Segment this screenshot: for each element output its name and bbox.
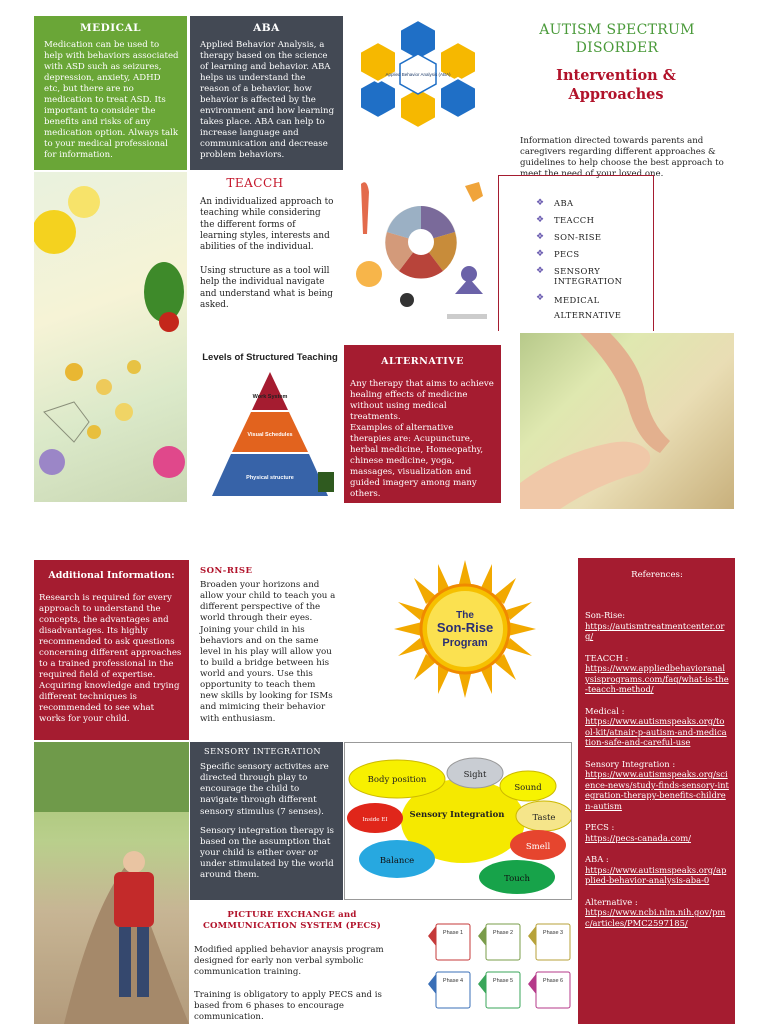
medical-body: Medication can be used to help with behaviors associated with ASD such as seizures, depression, anxiety, ADHD etc, but there are no medication to treat ASD. Its important to consider the benefits and risks of any medication option. Always talk to your medical professional for information. bbox=[44, 40, 179, 160]
pecs-title: PICTURE EXCHANGE and COMMUNICATION SYSTEM (PECS) bbox=[202, 910, 382, 931]
reference-link[interactable]: https://www.autismspeaks.org/applied-behavior-analysis-aba-0 bbox=[585, 864, 727, 885]
additional-info-panel bbox=[34, 560, 189, 740]
pecs-phases-graphic bbox=[424, 922, 576, 1022]
aba-body: Applied Behavior Analysis, a therapy based on the science of learning and behavior. ABA helps us understand the reason of a behavior, how behavior is affected by the environment and how learning takes place. ABA can help to increase language and communication and decrease problem behaviors. bbox=[200, 40, 335, 160]
medical-panel bbox=[34, 16, 187, 170]
node-inside-label: Inside EI bbox=[362, 817, 388, 823]
references-list bbox=[585, 610, 729, 928]
holding-hands-photo bbox=[520, 333, 734, 509]
list-item: ❖ MEDICAL ALTERNATIVE bbox=[536, 293, 666, 323]
aba-hex-diagram bbox=[350, 18, 486, 130]
sensory-center-label: Sensory Integration bbox=[409, 810, 505, 820]
diamond-bullet-icon: ❖ bbox=[536, 215, 545, 225]
alternative-title: ALTERNATIVE bbox=[381, 356, 464, 367]
phase-label: Phase 6 bbox=[542, 978, 564, 984]
pecs-body-1: Modified applied behavior anaysis program designed for early non verbal symbolic communication training. bbox=[194, 945, 384, 977]
structured-teaching-pyramid bbox=[200, 346, 340, 502]
alternative-body: Any therapy that aims to achieve healing effects of medicine without using medical treatments. Examples of alternative therapies are: Acupuncture, herbal medicine, Homeopathy, chinese medicine, yoga, massages, visualization and guided imagery among many others. bbox=[350, 379, 494, 499]
approach-list bbox=[536, 198, 666, 330]
child-walking-photo bbox=[34, 742, 189, 1024]
sensory-title: SENSORY INTEGRATION bbox=[204, 746, 322, 756]
reference-link[interactable]: https://www.appliedbehavioranalysisprograms.com/faq/what-is-the-teacch-method/ bbox=[585, 663, 729, 694]
hex-bottom-left bbox=[360, 78, 396, 118]
reference-item bbox=[585, 897, 729, 929]
reference-link[interactable]: https://www.autismspeaks.org/science-news/study-finds-sensory-integration-therapy-benefits-children-autism bbox=[585, 769, 729, 811]
additional-info-title: Additional Information: bbox=[48, 570, 175, 581]
reference-item bbox=[585, 854, 729, 886]
list-item: ❖ SON-RISE bbox=[536, 232, 602, 242]
alternative-panel bbox=[344, 345, 501, 503]
sensory-body-2: Sensory integration therapy is based on the assumption that your child is either over or under stimulated by the world around them. bbox=[200, 825, 334, 881]
sonrise-logo-line-3: Program bbox=[442, 637, 488, 649]
reference-item bbox=[585, 706, 729, 748]
pyramid-level-top bbox=[252, 372, 288, 410]
phase-label: Phase 2 bbox=[492, 930, 514, 936]
holistic-health-diagram bbox=[347, 174, 495, 324]
sensory-body-1: Specific sensory activites are directed through play to encourage the child to navigate through different sensory stimulus (7 senses). bbox=[200, 762, 329, 817]
teacch-body-1: An individualized approach to teaching while considering the different forms of learning styles, interests and abilities of the individual. bbox=[200, 197, 334, 252]
pecs-body-2: Training is obligatory to apply PECS and is based from 6 phases to encourage communication. bbox=[194, 990, 382, 1022]
references-panel bbox=[578, 558, 735, 1024]
teacch-title: TEACCH bbox=[226, 176, 284, 190]
aba-title: ABA bbox=[253, 22, 280, 34]
reference-link[interactable]: https://autismtreatmentcenter.org/ bbox=[585, 620, 725, 641]
phase-label: Phase 3 bbox=[542, 930, 564, 936]
reference-label: Son-Rise: bbox=[585, 610, 626, 620]
additional-info-body: Research is required for every approach to understand the concepts, the advantages and disadvantages. Its highly recommended to ask questions concerning different approaches to a trained professional in the required field of expertise. Acquiring knowledge and trying different techniques is recommended to see what works for your child. bbox=[39, 593, 182, 724]
medical-title: MEDICAL bbox=[79, 22, 142, 34]
reference-label: TEACCH : bbox=[585, 652, 629, 663]
sensory-panel bbox=[190, 742, 343, 900]
diamond-bullet-icon: ❖ bbox=[536, 232, 545, 242]
list-item: ❖ ABA bbox=[536, 198, 574, 208]
reference-item bbox=[585, 653, 729, 695]
pyramid-label-bottom: Physical structure bbox=[246, 475, 294, 481]
reference-label: Alternative : bbox=[585, 896, 638, 907]
tree-icon bbox=[318, 472, 334, 492]
phase-label: Phase 1 bbox=[442, 930, 464, 936]
reference-item bbox=[585, 759, 729, 812]
reference-link[interactable]: https://www.ncbi.nlm.nih.gov/pmc/articles/PMC2597185/ bbox=[585, 907, 726, 928]
sonrise-logo-line-1: The bbox=[456, 610, 474, 621]
aba-hex-center-label: Applied Behavior Analysis (ABA) bbox=[385, 72, 451, 77]
node-smell-label: Smell bbox=[525, 842, 551, 852]
sonrise-logo-line-2: Son-Rise bbox=[436, 620, 494, 635]
reference-label: Medical : bbox=[585, 705, 625, 716]
references-title: References: bbox=[631, 570, 683, 580]
reference-link[interactable]: https://www.autismspeaks.org/tool-kit/atnair-p-autism-and-medication-safe-and-careful-use bbox=[585, 716, 727, 747]
aba-panel bbox=[190, 16, 343, 170]
node-balance-label: Balance bbox=[379, 856, 415, 866]
list-item: ❖ TEACCH bbox=[536, 215, 595, 225]
reference-item bbox=[585, 610, 729, 642]
sonrise-body: Broaden your horizons and allow your child to teach you a different perspective of the world through their eyes. Joining your child in his behaviors and on the same level in his play will allow you to build a bridge between his world and yours. Use this opportunity to teach them new skills by looking for ISMs and mimicing their behavior with enthusiasm. bbox=[200, 580, 336, 724]
node-touch-label: Touch bbox=[504, 874, 530, 884]
pyramid-label-middle: Visual Schedules bbox=[247, 432, 293, 438]
node-sight-label: Sight bbox=[463, 770, 487, 780]
reference-label: PECS : bbox=[585, 822, 615, 832]
pyramid-label-top: Work System bbox=[252, 394, 288, 400]
list-item: ❖ SENSORY INTEGRATION bbox=[536, 266, 623, 286]
cover-subtitle: Intervention & Approaches bbox=[556, 67, 676, 103]
diamond-bullet-icon: ❖ bbox=[536, 293, 545, 303]
pyramid-title: Levels of Structured Teaching bbox=[202, 352, 338, 363]
teacch-body-2: Using structure as a tool will help the individual navigate and understand what is being asked. bbox=[200, 266, 333, 310]
sonrise-logo bbox=[390, 558, 540, 700]
node-taste-label: Taste bbox=[532, 813, 556, 823]
reference-label: ABA : bbox=[585, 854, 609, 864]
cover-intro: Information directed towards parents and caregivers regarding different approaches & guidelines to help choose the best approach to meet the need of your loved one. bbox=[520, 136, 724, 179]
diamond-bullet-icon: ❖ bbox=[536, 249, 545, 259]
hex-bottom-right bbox=[440, 78, 476, 118]
sonrise-title: SON-RISE bbox=[200, 566, 253, 576]
herbal-medicine-photo bbox=[34, 172, 187, 502]
phase-label: Phase 5 bbox=[492, 978, 514, 984]
cover-title: AUTISM SPECTRUM DISORDER bbox=[539, 22, 695, 56]
node-body-position-label: Body position bbox=[367, 775, 427, 785]
list-item: ❖ PECS bbox=[536, 249, 580, 259]
reference-link[interactable]: https://pecs-canada.com/ bbox=[585, 832, 691, 843]
diamond-bullet-icon: ❖ bbox=[536, 198, 545, 208]
diamond-bullet-icon: ❖ bbox=[536, 266, 545, 276]
node-sound-label: Sound bbox=[514, 783, 542, 793]
sensory-diagram bbox=[344, 742, 572, 900]
phase-label: Phase 4 bbox=[442, 978, 464, 984]
reference-item bbox=[585, 822, 729, 843]
reference-label: Sensory Integration : bbox=[585, 758, 676, 769]
